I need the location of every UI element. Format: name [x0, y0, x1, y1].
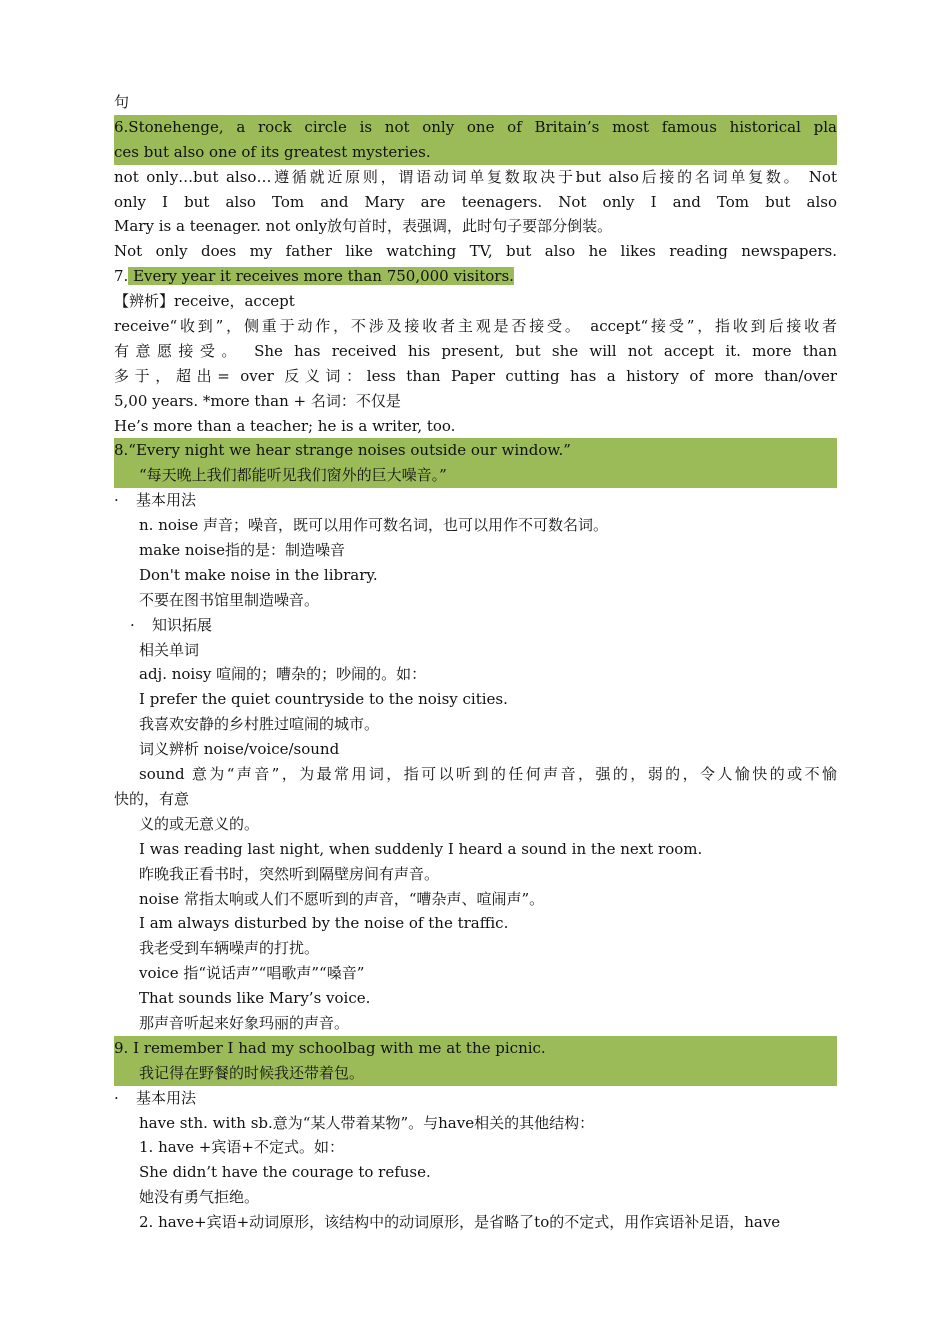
sentence-7-line — [114, 264, 837, 289]
text-line: have sth. with sb.意为“某人带着某物”。与have相关的其他结构： — [139, 1113, 595, 1132]
text-line: 2. have+宾语+动词原形，该结构中的动词原形，是省略了to的不定式，用作宾语补足语，have — [139, 1213, 781, 1232]
document-page — [114, 90, 837, 1235]
highlighted-sentence-9-translation: 我记得在野餐的时候我还带着包。 — [114, 1061, 837, 1086]
text-line: That sounds like Mary’s voice. — [139, 989, 371, 1008]
text-line: 义的或无意义的。 — [139, 814, 260, 833]
highlighted-sentence-6-cont: ces but also one of its greatest mysteries. — [114, 140, 837, 165]
text-line: She didn’t have the courage to refuse. — [139, 1163, 431, 1182]
text-line: 昨晚我正看书时，突然听到隔壁房间有声音。 — [139, 864, 440, 883]
text-line: sound 意为“声音”，为最常用词，指可以听到的任何声音，强的，弱的，令人愉快的或不愉 — [139, 765, 837, 784]
text-line: noise 常指太响或人们不愿听到的声音，“嘈杂声、喧闹声”。 — [139, 889, 545, 908]
text-line: I was reading last night, when suddenly I heard a sound in the next room. — [139, 839, 703, 858]
text-line: 【辨析】receive，accept — [114, 292, 295, 311]
sentence-7-number: 7. — [114, 267, 129, 286]
text-line: 句 — [114, 93, 130, 111]
highlighted-sentence-9: 9. I remember I had my schoolbag with me at the picnic. — [114, 1036, 837, 1061]
text-line: n. noise 声音；噪音，既可以用作可数名词，也可以用作不可数名词。 — [139, 516, 609, 535]
text-line: Not only does my father like watching TV, but also he likes reading newspapers. — [114, 242, 837, 261]
section-heading: · 基本用法 — [114, 488, 837, 513]
text-line: only I but also Tom and Mary are teenagers. Not only I and Tom but also — [114, 192, 837, 211]
bullet-icon: · — [114, 1088, 119, 1107]
text-line: 她没有勇气拒绝。 — [139, 1188, 260, 1207]
bullet-icon: · — [130, 615, 135, 634]
text-line: I am always disturbed by the noise of the traffic. — [139, 914, 509, 933]
section-heading: · 基本用法 — [114, 1086, 837, 1111]
text-line: 快的，有意 — [114, 789, 190, 808]
text-line: adj. noisy 喧闹的；嘈杂的；吵闹的。如： — [139, 665, 427, 684]
text-line: I prefer the quiet countryside to the noisy cities. — [139, 690, 508, 709]
highlighted-sentence-8: 8.“Every night we hear strange noises outside our window.” — [114, 438, 837, 463]
text-line: receive“收到”，侧重于动作，不涉及接收者主观是否接受。 accept“接受”，指收到后接收者 — [114, 317, 837, 336]
text-line: 词义辨析 noise/voice/sound — [139, 740, 340, 759]
text-line: 1. have +宾语+不定式。如： — [139, 1138, 344, 1157]
text-line: 我喜欢安静的乡村胜过喧闹的城市。 — [139, 715, 380, 734]
highlighted-sentence-7: Every year it receives more than 750,000 visitors. — [128, 267, 514, 286]
text-line: 我老受到车辆噪声的打扰。 — [139, 939, 320, 958]
section-heading: · 知识拓展 — [114, 613, 837, 638]
text-line: 不要在图书馆里制造噪音。 — [139, 590, 320, 609]
text-line: make noise指的是：制造噪音 — [139, 541, 345, 560]
text-line: 多于，超出= over 反义词：less than Paper cutting has a history of more than/over — [114, 366, 837, 385]
bullet-icon: · — [114, 491, 119, 510]
highlighted-sentence-8-translation: “每天晚上我们都能听见我们窗外的巨大噪音。” — [114, 463, 837, 488]
text-line: voice 指“说话声”“唱歌声”“嗓音” — [139, 964, 365, 983]
text-line: Mary is a teenager. not only放句首时，表强调，此时句子要部分倒装。 — [114, 217, 613, 236]
highlighted-sentence-6: 6.Stonehenge, a rock circle is not only one of Britain’s most famous historical pla — [114, 115, 837, 140]
text-line: 相关单词 — [139, 640, 200, 659]
text-line: not only…but also…遵循就近原则，谓语动词单复数取决于but also后接的名词单复数。 Not — [114, 167, 837, 186]
text-line: He’s more than a teacher; he is a writer, too. — [114, 416, 456, 435]
text-line: 有意愿接受。 She has received his present, but she will not accept it. more than — [114, 341, 837, 360]
text-line: Don't make noise in the library. — [139, 565, 378, 584]
text-line: 那声音听起来好象玛丽的声音。 — [139, 1013, 350, 1032]
text-line: 5,00 years. *more than + 名词：不仅是 — [114, 391, 401, 410]
